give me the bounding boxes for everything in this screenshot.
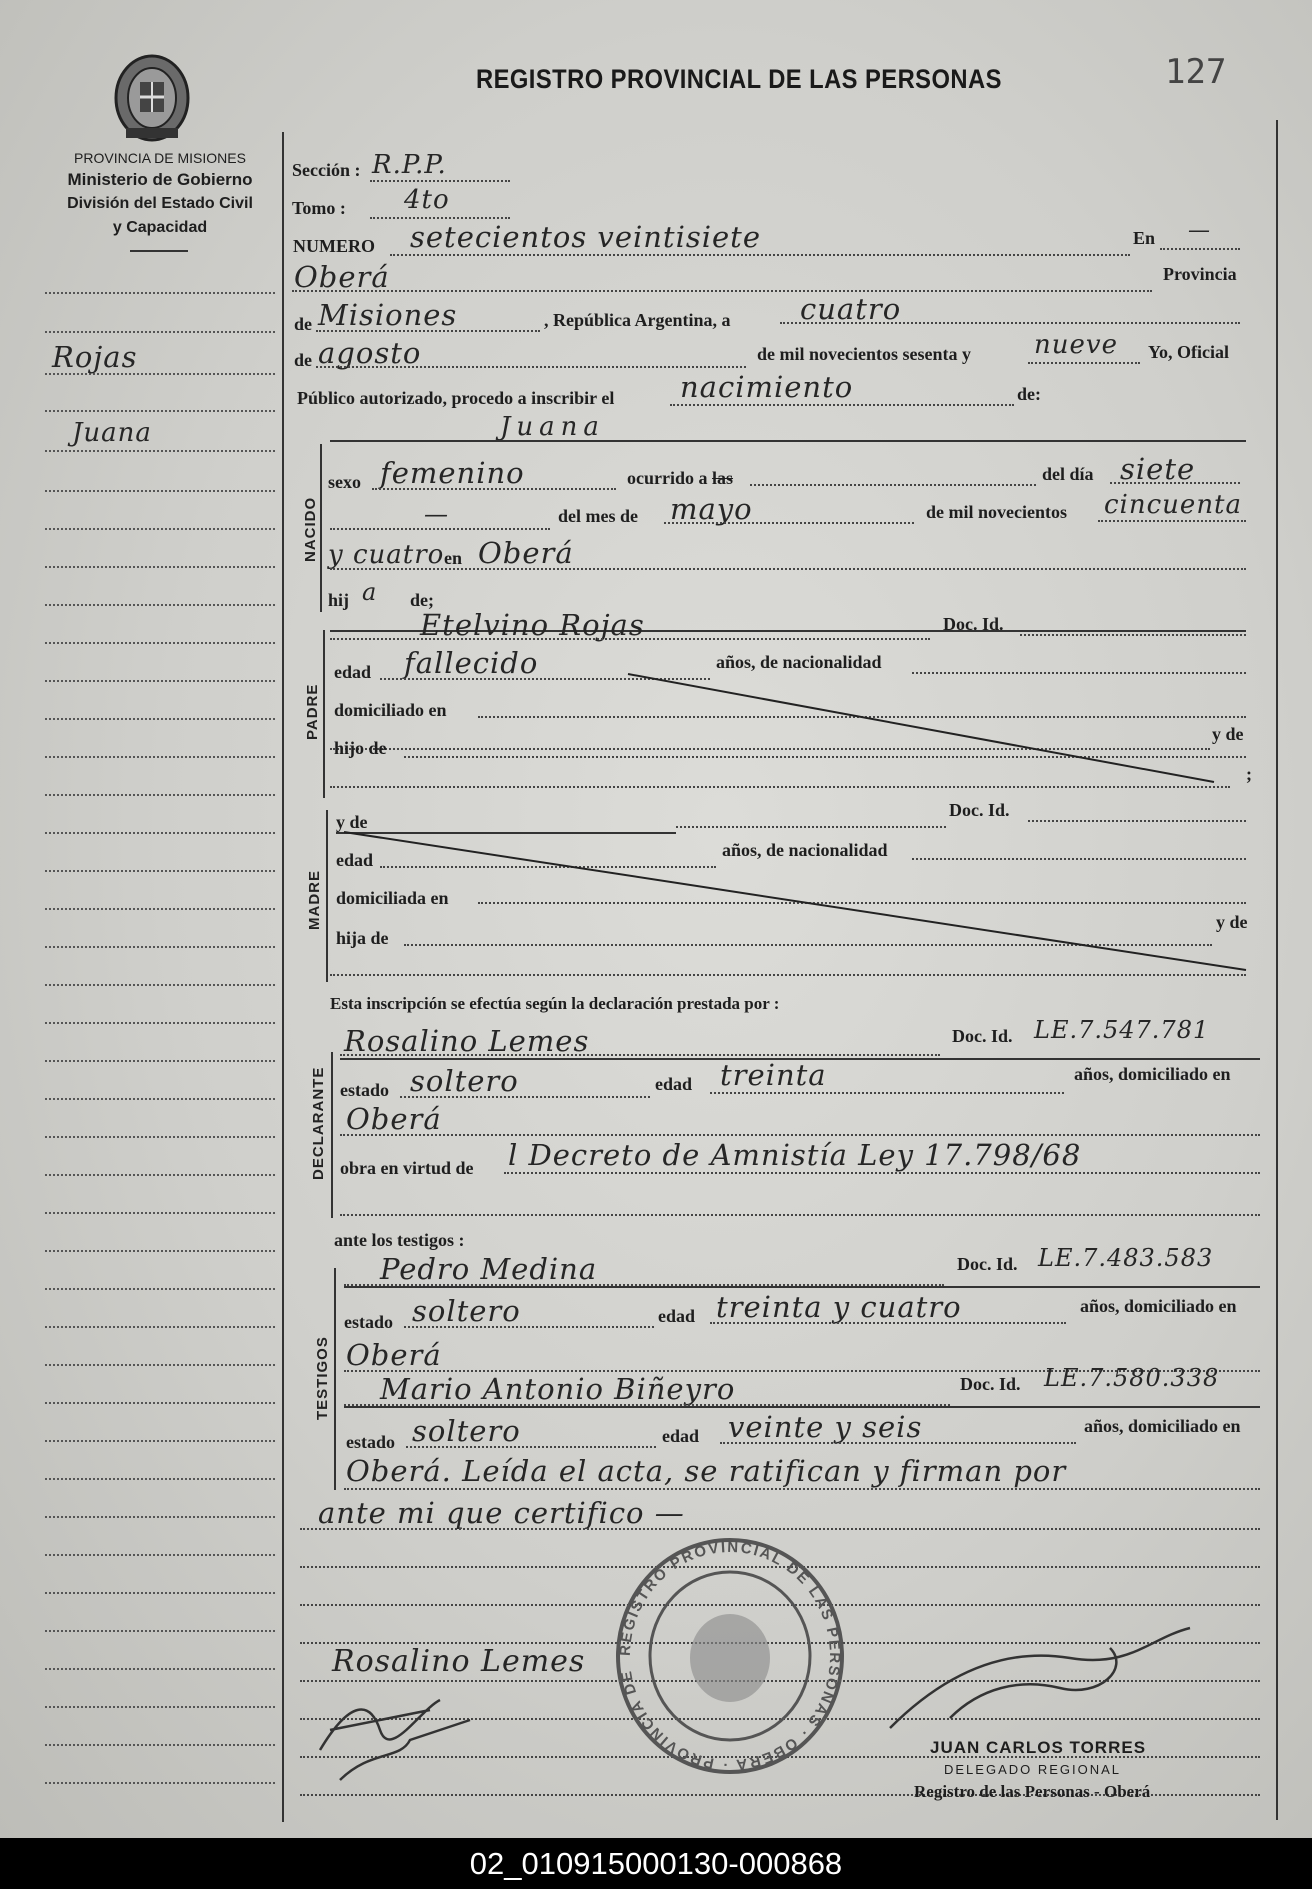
dash-value: — (424, 500, 449, 528)
hij-de-label: de; (410, 590, 434, 610)
declarante-bracket (331, 1052, 333, 1218)
ocurrido-label: ocurrido a (627, 468, 708, 488)
madre-bracket (326, 810, 328, 982)
ocurrido-struck: las (712, 468, 734, 488)
declarante-name: Rosalino Lemes (344, 1024, 590, 1058)
oficial-label: Yo, Oficial (1148, 342, 1229, 362)
nacido-place-value: Oberá (478, 536, 574, 570)
file-id-footer: 02_010915000130-000868 (0, 1838, 1312, 1889)
madre-edad-label: edad (336, 850, 374, 870)
testigo2-estado-value: soltero (412, 1414, 521, 1448)
month-value: agosto (318, 336, 422, 370)
declarante-doc-label: Doc. Id. (952, 1026, 1013, 1046)
testigo2-dom-label: años, domiciliado en (1084, 1416, 1241, 1436)
padre-section-label: PADRE (304, 683, 321, 740)
testigo1-estado-value: soltero (412, 1294, 521, 1328)
institution-line-2: Ministerio de Gobierno (67, 170, 253, 189)
testigo2-edad-value: veinte y seis (728, 1410, 923, 1444)
declarante-edad-label: edad (655, 1074, 693, 1094)
day-value: cuatro (800, 292, 902, 326)
office-name: Registro de las Personas - Oberá (914, 1782, 1151, 1801)
declarante-intro: Esta inscripción se efectúa según la declaración prestada por : (330, 994, 780, 1013)
testigos-section-label: TESTIGOS (314, 1336, 331, 1420)
madre-nac-label: años, de nacionalidad (722, 840, 888, 860)
madre-hija-label: hija de (336, 928, 389, 948)
republica-label: , República Argentina, a (544, 310, 731, 330)
declarante-estado-value: soltero (410, 1064, 519, 1098)
main-left-rule (282, 132, 284, 1822)
declarante-estado-label: estado (340, 1080, 389, 1100)
padre-cancel-stroke (620, 668, 1220, 788)
testigo1-edad-label: edad (658, 1306, 696, 1326)
madre-dom-label: domiciliada en (336, 888, 449, 908)
official-stamp (610, 1534, 850, 1778)
mil-label: de mil novecientos sesenta y (757, 344, 971, 364)
official-signature (870, 1608, 1200, 1748)
testigo1-edad-value: treinta y cuatro (716, 1290, 962, 1324)
madre-cancel-stroke (340, 828, 1250, 974)
registered-name: Juana (500, 412, 605, 442)
page-number: 127 (1165, 52, 1227, 92)
nacido-mil-label: de mil novecientos (926, 502, 1067, 522)
numero-label: NUMERO (293, 236, 375, 256)
testigo1-name: Pedro Medina (380, 1252, 598, 1286)
seccion-value: R.P.P. (372, 150, 447, 180)
place-value: Oberá (294, 260, 390, 294)
padre-hijo-label: hijo de (334, 738, 387, 758)
padre-edad-label: edad (334, 662, 372, 682)
padre-edad-value: fallecido (404, 646, 539, 680)
declarante-dom-label: años, domiciliado en (1074, 1064, 1231, 1084)
official-name: JUAN CARLOS TORRES (930, 1738, 1147, 1757)
institution-line-3: División del Estado Civil (67, 195, 253, 212)
declarante-edad-value: treinta (720, 1058, 827, 1092)
de2-label: de (294, 350, 312, 370)
padre-bracket (323, 630, 325, 798)
testigo1-estado-label: estado (344, 1312, 393, 1332)
obra-value: l Decreto de Amnistía Ley 17.798/68 (508, 1138, 1082, 1172)
sexo-value: femenino (380, 456, 525, 490)
testigo2-doc-label: Doc. Id. (960, 1374, 1021, 1394)
numero-value: setecientos veintisiete (410, 220, 761, 254)
dia-label: del día (1042, 464, 1094, 484)
margin-surname: Rojas (52, 340, 138, 374)
declarant-signature: Rosalino Lemes (332, 1644, 586, 1679)
province-value: Misiones (318, 298, 458, 332)
testigo2-name: Mario Antonio Biñeyro (380, 1372, 736, 1406)
page-title: REGISTRO PROVINCIAL DE LAS PERSONAS (476, 64, 1002, 94)
institution-underline (130, 250, 188, 252)
padre-nac-label: años, de nacionalidad (716, 652, 882, 672)
padre-yde-label: y de (1212, 724, 1244, 744)
en-label: En (1133, 228, 1156, 248)
dia-value: siete (1120, 452, 1196, 486)
madre-section-label: MADRE (306, 870, 323, 930)
province-crest (112, 52, 192, 144)
declarante-section-label: DECLARANTE (310, 1066, 327, 1180)
tomo-label: Tomo : (292, 198, 346, 218)
padre-name: Etelvino Rojas (420, 608, 645, 642)
year-value: nueve (1034, 330, 1118, 360)
main-right-rule (1276, 120, 1278, 1820)
nacido-year-value: cincuenta (1104, 490, 1243, 520)
nacido-year-cont: y cuatro (328, 540, 445, 570)
testigo1-doc-value: LE.7.483.583 (1038, 1244, 1214, 1272)
hij-value: a (362, 578, 378, 606)
hij-label: hij (328, 590, 350, 610)
padre-semicolon: ; (1246, 764, 1252, 784)
testigo2-edad-label: edad (662, 1426, 700, 1446)
nacido-bracket (320, 444, 322, 612)
testigos-intro: ante los testigos : (334, 1230, 465, 1250)
tomo-value: 4to (404, 185, 450, 215)
padre-dom-label: domiciliado en (334, 700, 447, 720)
de3-label: de: (1017, 384, 1041, 404)
mes-value: mayo (670, 492, 753, 526)
mes-label: del mes de (558, 506, 638, 526)
madre-yde-label: y de (336, 812, 368, 832)
testigo1-dom-value: Oberá (346, 1338, 442, 1372)
margin-given-name: Juana (72, 418, 152, 448)
official-title: DELEGADO REGIONAL (944, 1762, 1122, 1777)
seccion-label: Sección : (292, 160, 361, 180)
institution-line-4: y Capacidad (112, 219, 208, 236)
testigo2-doc-value: LE.7.580.338 (1044, 1364, 1220, 1392)
sexo-label: sexo (328, 472, 361, 492)
madre-yde2-label: y de (1216, 912, 1248, 932)
closing-text: ante mi que certifico — (318, 1496, 685, 1530)
act-value: nacimiento (680, 370, 854, 404)
witness-signature-scribbles (310, 1670, 550, 1800)
testigo1-dom-label: años, domiciliado en (1080, 1296, 1237, 1316)
madre-doc-label: Doc. Id. (949, 800, 1010, 820)
padre-doc-label: Doc. Id. (943, 614, 1004, 634)
provincia-label: Provincia (1163, 264, 1237, 284)
testigo2-estado-label: estado (346, 1432, 395, 1452)
testigo2-dom-value: Oberá. Leída el acta, se ratifican y firman por (346, 1454, 1067, 1488)
testigo1-doc-label: Doc. Id. (957, 1254, 1018, 1274)
institution-line-1: PROVINCIA DE MISIONES (74, 150, 246, 166)
en-value: — (1188, 218, 1211, 243)
publico-label: Público autorizado, procedo a inscribir el (297, 388, 615, 408)
declarante-dom-value: Oberá (346, 1102, 442, 1136)
nacido-section-label: NACIDO (302, 496, 319, 562)
nacido-en-label: en (444, 548, 462, 568)
de-label: de (294, 314, 312, 334)
testigos-bracket (334, 1268, 336, 1490)
declarante-doc-value: LE.7.547.781 (1034, 1016, 1210, 1044)
obra-label: obra en virtud de (340, 1158, 474, 1178)
svg-text:REGISTRO PROVINCIAL DE LAS PER: REGISTRO PROVINCIAL DE LAS PERSONAS · OBERÁ · PROVINCIA DE (616, 1538, 844, 1774)
